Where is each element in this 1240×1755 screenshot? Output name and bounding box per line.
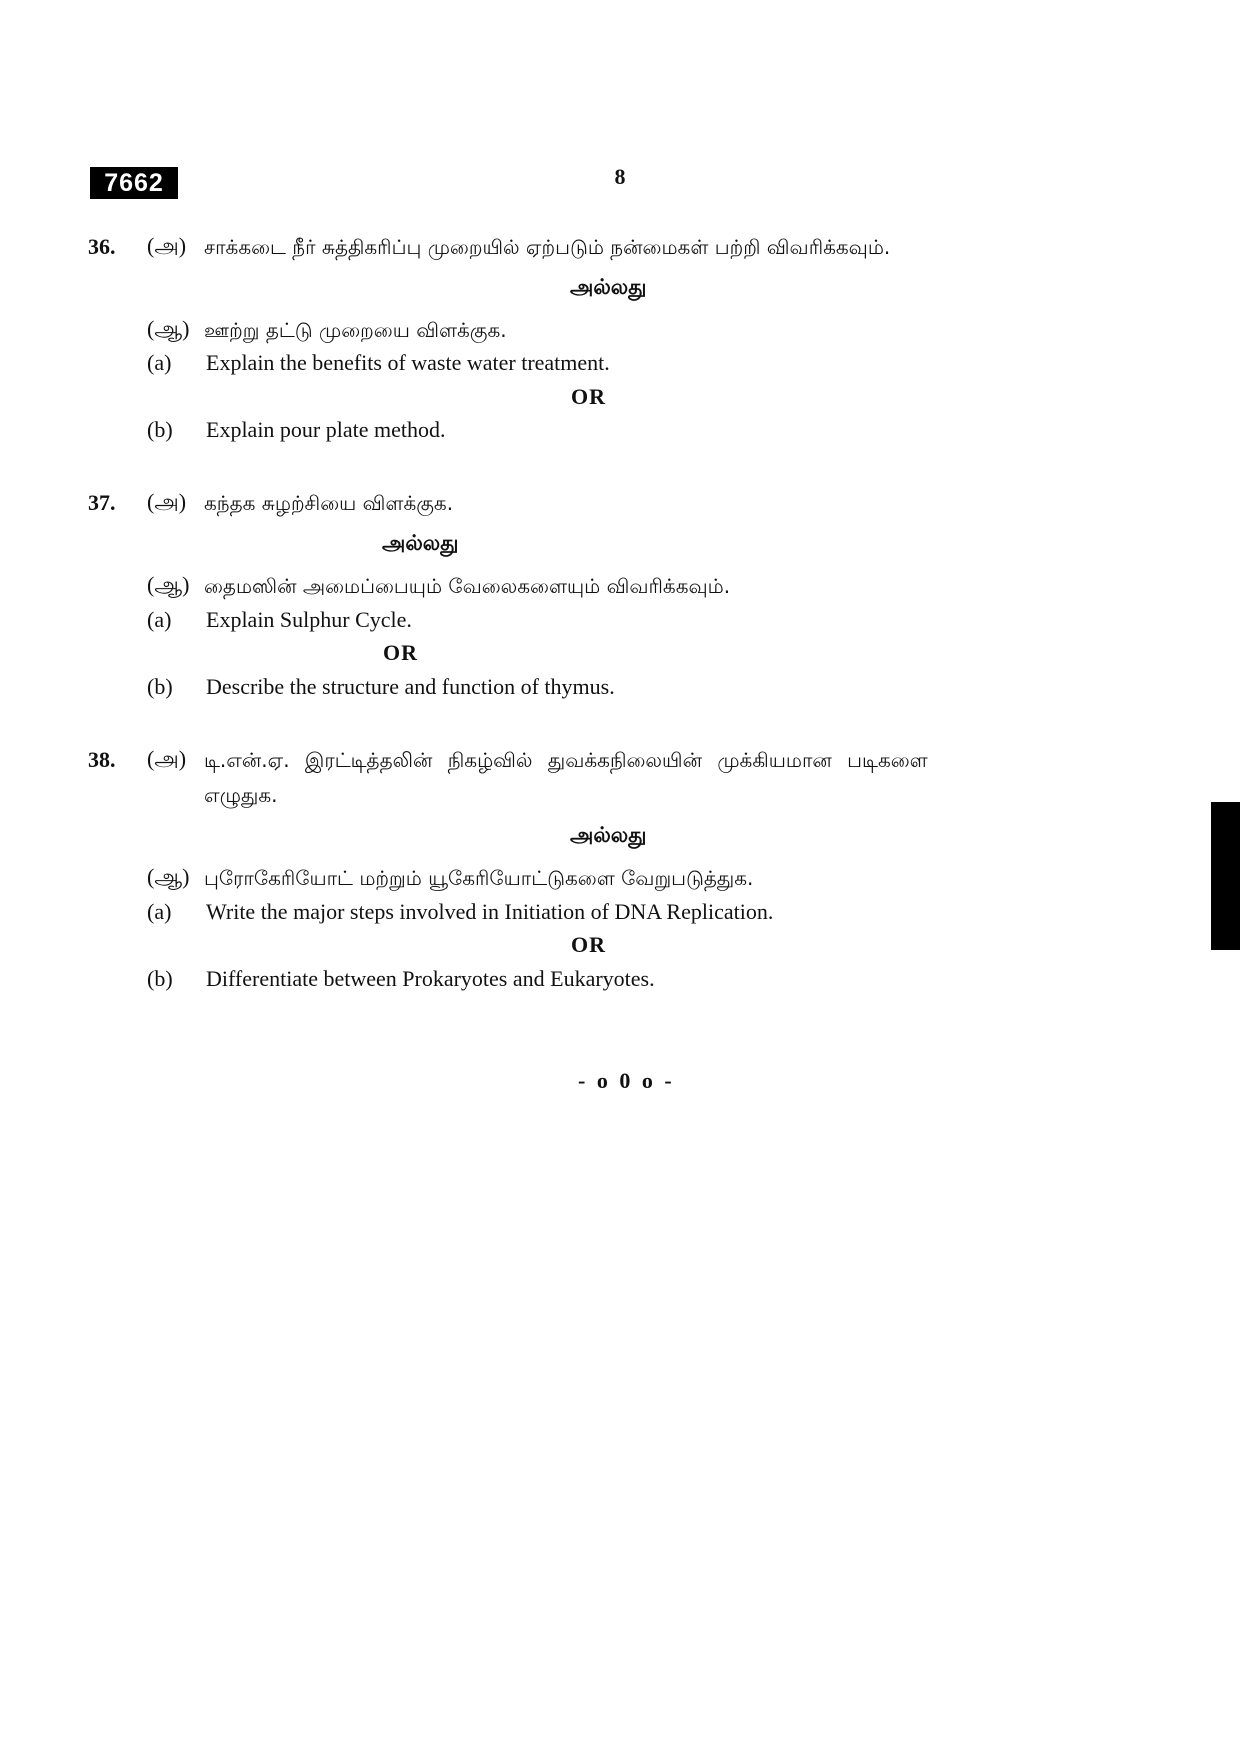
page-edge-tab: [1211, 802, 1240, 950]
english-option-b-label: (b): [147, 966, 173, 991]
or-separator-english: OR: [571, 384, 606, 409]
english-option-a-text: Explain Sulphur Cycle.: [206, 607, 412, 632]
paper-code: 7662: [90, 167, 178, 199]
tamil-option-a-text: சாக்கடை நீர் சுத்திகரிப்பு முறையில் ஏற்படும் நன்மைகள் பற்றி விவரிக்கவும்.: [204, 235, 891, 259]
tamil-option-a-text-continued: எழுதுக.: [204, 783, 278, 807]
tamil-option-b-text: ஊற்று தட்டு முறையை விளக்குக.: [204, 318, 507, 342]
english-option-a-label: (a): [147, 899, 172, 924]
or-separator-tamil: அல்லது: [382, 531, 459, 555]
english-option-b-label: (b): [147, 674, 173, 699]
english-option-a-label: (a): [147, 350, 172, 375]
end-of-paper-mark: - o 0 o -: [578, 1068, 675, 1093]
question-number: 37.: [88, 490, 116, 515]
tamil-option-a-label: (அ): [147, 489, 187, 514]
english-option-b-text: Describe the structure and function of thymus.: [206, 674, 615, 699]
english-option-b-text: Differentiate between Prokaryotes and Eukaryotes.: [206, 966, 655, 991]
page-number: 8: [614, 164, 626, 189]
tamil-option-a-label: (அ): [147, 746, 187, 771]
tamil-option-b-label: (ஆ): [147, 864, 190, 889]
tamil-option-b-label: (ஆ): [147, 316, 190, 341]
tamil-option-b-text: தைமஸின் அமைப்பையும் வேலைகளையும் விவரிக்கவும்.: [204, 574, 731, 598]
english-option-b-text: Explain pour plate method.: [206, 417, 446, 442]
tamil-option-b-text: புரோகேரியோட் மற்றும் யூகேரியோட்டுகளை வேறுபடுத்துக.: [204, 866, 754, 890]
or-separator-english: OR: [383, 640, 418, 665]
english-option-a-text: Explain the benefits of waste water treatment.: [206, 350, 610, 375]
tamil-option-a-text: கந்தக சுழற்சியை விளக்குக.: [204, 491, 454, 515]
or-separator-tamil: அல்லது: [570, 823, 647, 847]
or-separator-tamil: அல்லது: [570, 275, 647, 299]
tamil-option-a-text: டி.என்.ஏ. இரட்டித்தலின் நிகழ்வில் துவக்கநிலையின் முக்கியமான படிகளை: [204, 748, 928, 772]
or-separator-english: OR: [571, 932, 606, 957]
english-option-a-text: Write the major steps involved in Initiation of DNA Replication.: [206, 899, 774, 924]
question-number: 36.: [88, 234, 116, 259]
english-option-a-label: (a): [147, 607, 172, 632]
english-option-b-label: (b): [147, 417, 173, 442]
tamil-option-b-label: (ஆ): [147, 572, 190, 597]
question-number: 38.: [88, 747, 116, 772]
tamil-option-a-label: (அ): [147, 233, 187, 258]
